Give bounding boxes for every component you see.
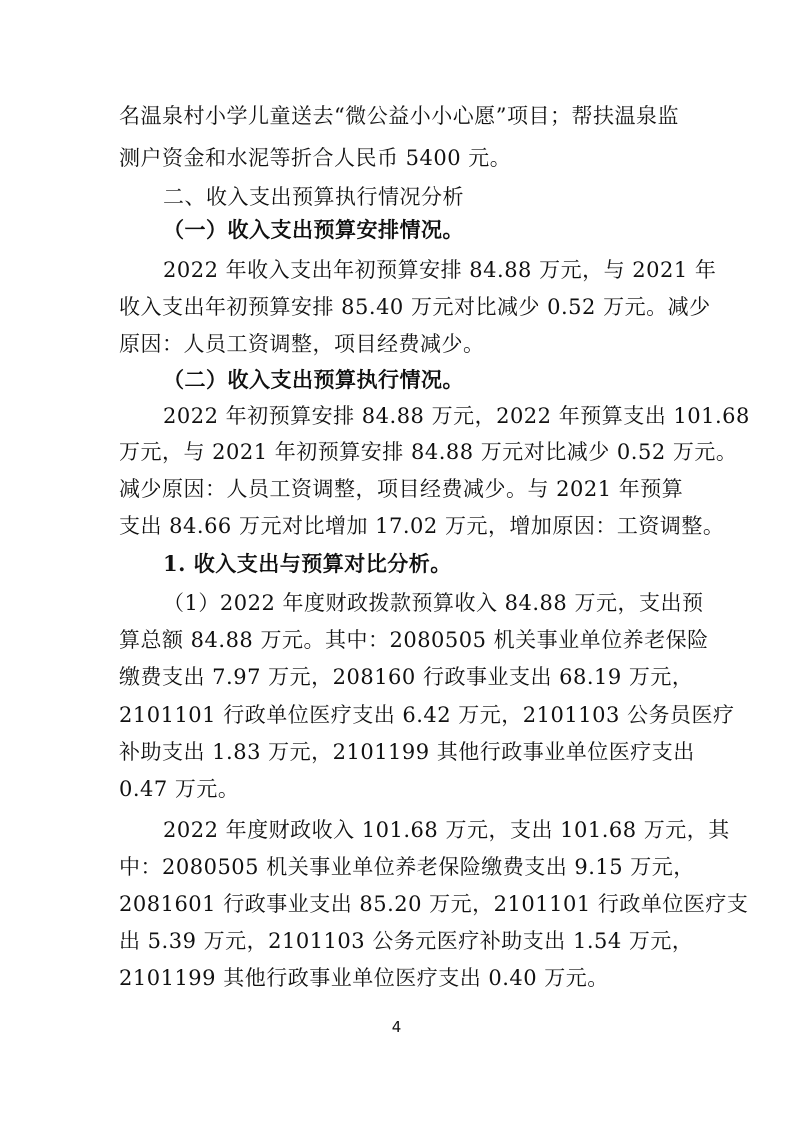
body-text-line: 测户资金和水泥等折合人民币 5400 元。 — [119, 146, 512, 170]
body-text-line: 2022 年度财政收入 101.68 万元，支出 101.68 万元，其 — [163, 818, 730, 842]
body-text-line: 中：2080505 机关事业单位养老保险缴费支出 9.15 万元， — [119, 855, 695, 879]
body-text-line: 2101101 行政单位医疗支出 6.42 万元，2101103 公务员医疗 — [119, 703, 735, 727]
body-text-line: 缴费支出 7.97 万元，208160 行政事业支出 68.19 万元， — [119, 665, 694, 689]
body-text-line: 出 5.39 万元，2101103 公务元医疗补助支出 1.54 万元， — [119, 929, 694, 953]
numbered-heading: 1. 收入支出与预算对比分析。 — [163, 551, 452, 576]
subsection-heading: （二）收入支出预算执行情况。 — [163, 367, 464, 392]
page-number: 4 — [391, 1018, 402, 1036]
body-text-line: 2022 年初预算安排 84.88 万元，2022 年预算支出 101.68 — [163, 404, 750, 428]
subsection-heading: （一）收入支出预算安排情况。 — [163, 217, 464, 242]
body-text-line: 减少原因：人员工资调整，项目经费减少。与 2021 年预算 — [119, 477, 684, 501]
body-text-line: 支出 84.66 万元对比增加 17.02 万元，增加原因：工资调整。 — [119, 514, 725, 538]
body-text-line: 2081601 行政事业支出 85.20 万元，2101101 行政单位医疗支 — [119, 892, 749, 916]
body-text-line: 名温泉村小学儿童送去“微公益小小心愿”项目；帮扶温泉监 — [119, 104, 679, 128]
body-text-line: （1）2022 年度财政拨款预算收入 84.88 万元，支出预 — [163, 591, 704, 615]
body-text-line: 原因：人员工资调整，项目经费减少。 — [119, 332, 485, 356]
body-text-line: 0.47 万元。 — [119, 777, 240, 801]
body-text-line: 2101199 其他行政事业单位医疗支出 0.40 万元。 — [119, 966, 609, 990]
body-text-line: 补助支出 1.83 万元，2101199 其他行政事业单位医疗支出 — [119, 740, 695, 764]
body-text-line: 收入支出年初预算安排 85.40 万元对比减少 0.52 万元。减少 — [119, 295, 711, 319]
body-text-line: 2022 年收入支出年初预算安排 84.88 万元，与 2021 年 — [163, 258, 717, 282]
body-text-line: 万元，与 2021 年初预算安排 84.88 万元对比减少 0.52 万元。 — [119, 440, 738, 464]
body-text-line: 算总额 84.88 万元。其中：2080505 机关事业单位养老保险 — [119, 628, 709, 652]
section-heading: 二、收入支出预算执行情况分析 — [163, 185, 464, 209]
